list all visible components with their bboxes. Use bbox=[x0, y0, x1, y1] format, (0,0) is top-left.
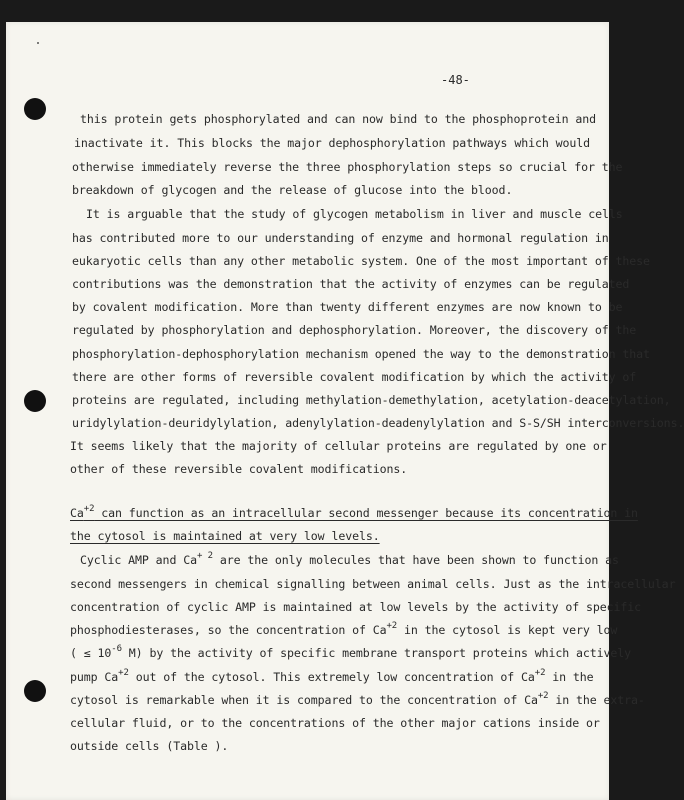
text-line: It seems likely that the majority of cellular proteins are regulated by one or bbox=[70, 439, 607, 453]
text-line: otherwise immediately reverse the three phosphorylation steps so crucial for the bbox=[72, 160, 623, 174]
binder-hole-icon bbox=[24, 98, 46, 120]
section-heading-line2: the cytosol is maintained at very low levels. bbox=[70, 529, 380, 543]
binder-hole-icon bbox=[24, 390, 46, 412]
text-line: has contributed more to our understanding of enzyme and hormonal regulation in bbox=[72, 231, 609, 245]
text-line: Cyclic AMP and $Ca^{+ 2}$ are the only molecules that have been shown to function as bbox=[80, 551, 619, 567]
text-line: cytosol is remarkable when it is compared to the concentration of $Ca^{+2}$ in the extra- bbox=[70, 691, 645, 707]
text-line: cellular fluid, or to the concentrations of the other major cations inside or bbox=[70, 716, 600, 730]
text-line: by covalent modification. More than twenty different enzymes are now known to be bbox=[72, 300, 623, 314]
text-line: breakdown of glycogen and the release of glucose into the blood. bbox=[72, 183, 513, 197]
text-line: regulated by phosphorylation and dephosphorylation. Moreover, the discovery of the bbox=[72, 323, 637, 337]
binder-hole-icon bbox=[24, 680, 46, 702]
text-line: It is arguable that the study of glycogen metabolism in liver and muscle cells bbox=[86, 207, 623, 221]
text-line: other of these reversible covalent modifications. bbox=[70, 462, 408, 476]
text-line: pump $Ca^{+2}$ out of the cytosol. This extremely low concentration of $Ca^{+2}$ in the bbox=[70, 668, 594, 684]
text-line: outside cells (Table ). bbox=[70, 739, 229, 753]
text-line: ( ≤ $10^{-6}$ M) by the activity of specific membrane transport proteins which actively bbox=[70, 644, 632, 660]
text-line: phosphorylation-dephosphorylation mechanism opened the way to the demonstration that bbox=[72, 347, 650, 361]
text-line: concentration of cyclic AMP is maintained at low levels by the activity of specific bbox=[70, 600, 642, 614]
text-line: second messengers in chemical signalling between animal cells. Just as the intracellular bbox=[70, 577, 676, 591]
text-line: proteins are regulated, including methylation-demethylation, acetylation-deacetylation, bbox=[72, 393, 671, 407]
paper-speck bbox=[37, 42, 39, 44]
text-line: there are other forms of reversible covalent modification by which the activity of bbox=[72, 370, 637, 384]
text-line: inactivate it. This blocks the major dephosphorylation pathways which would bbox=[74, 136, 591, 150]
text-line: phosphodiesterases, so the concentration of $Ca^{+2}$ in the cytosol is kept very low bbox=[70, 621, 618, 637]
text-line: contributions was the demonstration that the activity of enzymes can be regulated bbox=[72, 277, 630, 291]
page-number: -48- bbox=[441, 73, 470, 87]
text-line: eukaryotic cells than any other metabolic system. One of the most important of these bbox=[72, 254, 650, 268]
section-heading: $Ca^{+2}$ can function as an intracellular second messenger because its concentration in bbox=[70, 504, 638, 520]
text-line: uridylylation-deuridylylation, adenylylation-deadenylylation and S-S/SH interconversions. bbox=[72, 416, 684, 430]
text-line: this protein gets phosphorylated and can now bind to the phosphoprotein and bbox=[80, 112, 597, 126]
